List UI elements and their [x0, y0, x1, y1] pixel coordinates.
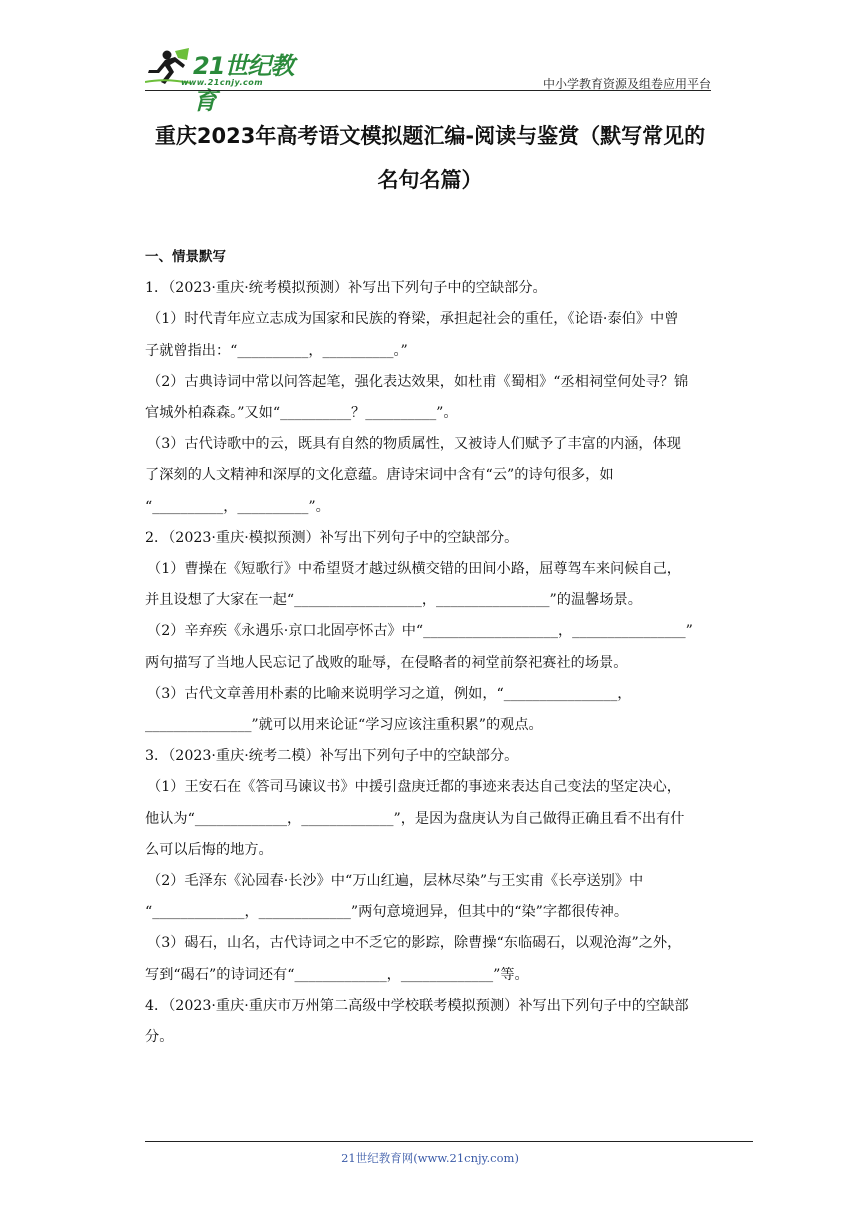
text-line: 4．（2023·重庆·重庆市万州第二高级中学校联考模拟预测）补写出下列句子中的空缺部: [145, 997, 689, 1014]
title-line-2: 名句名篇）: [377, 168, 483, 192]
text-line: 两句描写了当地人民忘记了战败的耻辱，在侵略者的祠堂前祭祀赛社的场景。: [145, 654, 628, 671]
text-line: （1）王安石在《答司马谏议书》中援引盘庚迁都的事迹来表达自己变法的坚定决心，: [147, 779, 681, 796]
text-line: “_____________，_____________”两句意境迥异，但其中的“染”字都很传神。: [145, 904, 629, 921]
text-line: 3．（2023·重庆·统考二模）补写出下列句子中的空缺部分。: [145, 748, 519, 765]
logo-text: 21世纪教育: [193, 52, 294, 115]
page-title: [120, 114, 740, 202]
text-line: 么可以后悔的地方。: [145, 841, 273, 858]
text-line: （1）时代青年应立志成为国家和民族的脊梁，承担起社会的重任，《论语·泰伯》中曾: [147, 311, 679, 328]
text-line: “__________，__________”。: [145, 498, 330, 515]
logo: [145, 48, 315, 115]
text-line: （3）碣石，山名，古代诗词之中不乏它的影踪，除曹操“东临碣石，以观沧海”之外，: [147, 935, 682, 952]
footer-divider: [145, 1141, 753, 1142]
text-line: （2）古典诗词中常以问答起笔，强化表达效果，如杜甫《蜀相》“丞相祠堂何处寻？锦: [147, 373, 689, 390]
text-line: （2）毛泽东《沁园春·长沙》中“万山红遍，层林尽染”与王实甫《长亭送别》中: [147, 873, 644, 890]
text-line: 他认为“_____________，_____________”，是因为盘庚认为自己做得正确且看不出有什: [145, 810, 685, 827]
page-header: [145, 48, 711, 115]
text-line: （1）曹操在《短歌行》中希望贤才越过纵横交错的田间小路，屈尊驾车来问候自己，: [147, 561, 681, 578]
logo-url: www.21cnjy.com: [181, 78, 264, 87]
text-line: 2．（2023·重庆·模拟预测）补写出下列句子中的空缺部分。: [145, 529, 519, 546]
text-line: 1．（2023·重庆·统考模拟预测）补写出下列句子中的空缺部分。: [145, 280, 547, 297]
platform-name: 中小学教育资源及组卷应用平台: [542, 77, 711, 91]
text-line: （3）古代诗歌中的云，既具有自然的物质属性，又被诗人们赋予了丰富的内涵，体现: [147, 436, 681, 453]
header-divider: [145, 90, 711, 91]
text-line: 官城外柏森森。”又如“__________？__________”。: [145, 405, 458, 422]
text-line: （2）辛弃疾《永遇乐·京口北固亭怀古》中“___________________，________________”: [147, 623, 693, 640]
section-heading: 一、情景默写: [145, 249, 226, 265]
text-line: （3）古代文章善用朴素的比喻来说明学习之道，例如，“________________，: [147, 685, 632, 702]
footer-link[interactable]: 21世纪教育网(www.21cnjy.com): [341, 1151, 519, 1165]
document-body: [145, 242, 715, 1053]
text-line: 并且设想了大家在一起“__________________，________________”的温馨场景。: [145, 592, 642, 609]
text-line: 子就曾指出：“__________，__________。”: [145, 342, 408, 359]
text-line: 了深刻的人文精神和深厚的文化意蕴。唐诗宋词中含有“云”的诗句很多，如: [145, 467, 614, 484]
title-line-1: 重庆2023年高考语文模拟题汇编-阅读与鉴赏（默写常见的: [154, 124, 706, 148]
text-line: 写到“碣石”的诗词还有“_____________，_____________”等。: [145, 966, 529, 983]
text-line: 分。: [145, 1029, 174, 1046]
text-line: _______________”就可以用来论证“学习应该注重积累”的观点。: [145, 717, 543, 734]
